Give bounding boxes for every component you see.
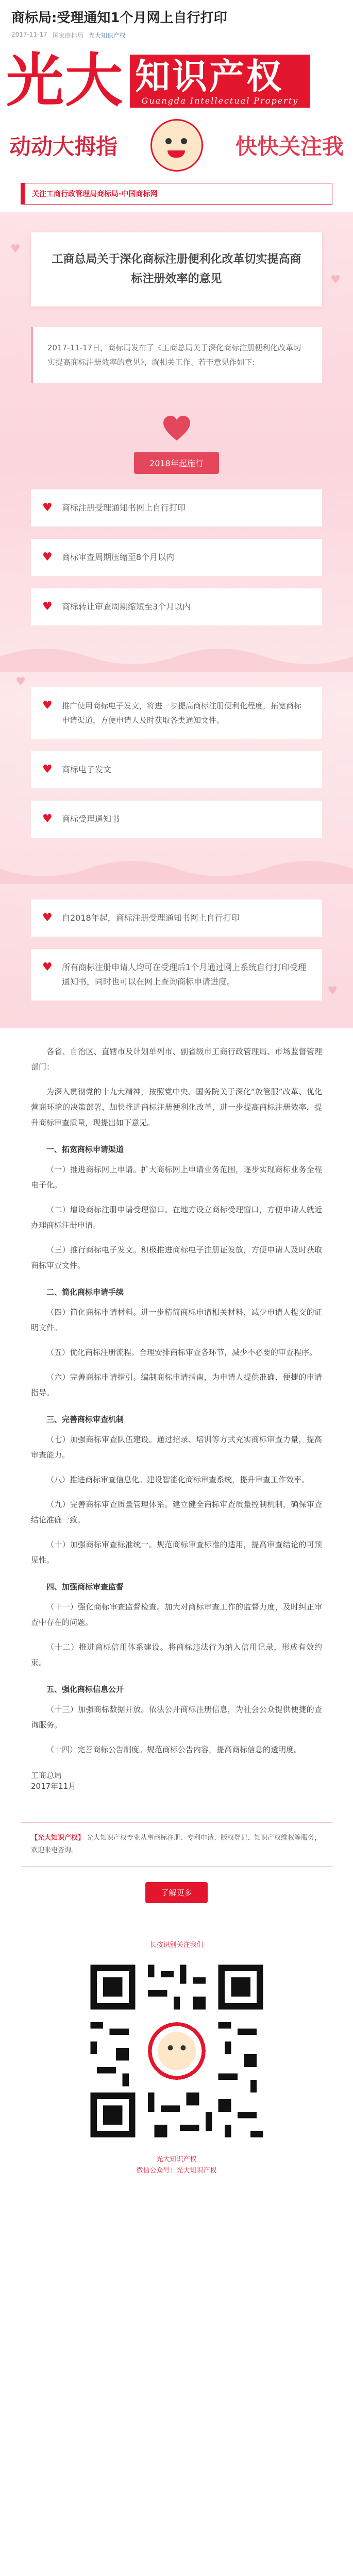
heart-bullet-icon: ♥ bbox=[42, 812, 53, 825]
tip-bar: 关注工商行政管理局商标局·中国商标网 bbox=[21, 183, 332, 205]
article-title: 商标局:受理通知1个月网上自行打印 bbox=[11, 10, 227, 26]
highlight-box: ♥ 推广使用商标电子发文，将进一步提高商标注册便利化程度，拓宽商标申请渠道，方便申请人及时获取各类通知文件。 bbox=[31, 687, 322, 739]
qr-section bbox=[0, 1919, 353, 2192]
wave-divider bbox=[0, 853, 353, 884]
brand-banner bbox=[6, 45, 347, 179]
card-title: 工商总局关于深化商标注册便利化改革切实提高商标注册效率的意见 bbox=[52, 253, 301, 285]
heart-bullet-icon: ♥ bbox=[42, 961, 53, 974]
article-author-link[interactable]: 光大知识产权 bbox=[88, 32, 126, 39]
brand-main-text: 光大 bbox=[6, 47, 124, 114]
section2-list bbox=[31, 751, 322, 838]
body-paragraph: （三）推行商标电子发文。积极推进商标电子注册证发放，方便申请人及时获取商标审查文件。 bbox=[31, 1245, 322, 1270]
notice-tag: 【光大知识产权】 bbox=[31, 1834, 85, 1842]
list-item: ♥ 商标受理通知书 bbox=[31, 801, 322, 838]
body-paragraph: （六）完善商标申请指引。编制商标申请指南，为申请人提供准确、便捷的申请指导。 bbox=[31, 1372, 322, 1397]
list-item: ♥ 商标审查周期压缩至8个月以内 bbox=[31, 539, 322, 576]
body-paragraph: 为深入贯彻党的十九大精神，按照党中央、国务院关于深化“放管服”改革、优化营商环境的决策部署，加快推进商标注册便利化改革，进一步提高商标注册效率，提升商标审查质量，现提出如下意见。 bbox=[31, 1087, 322, 1127]
body-paragraph: （八）推进商标审查信息化。建设智能化商标审查系统，提升审查工作效率。 bbox=[46, 1475, 310, 1484]
body-paragraph: （十四）完善商标公告制度。规范商标公告内容，提高商标信息的透明度。 bbox=[46, 1745, 302, 1754]
heart-icon: ♥ bbox=[330, 274, 341, 286]
body-paragraph: （九）完善商标审查质量管理体系。建立健全商标审查质量控制机制，确保审查结论准确一致。 bbox=[31, 1500, 322, 1524]
article-date: 2017-11-17 bbox=[11, 31, 47, 38]
list-item: ♥ 商标注册受理通知书网上自行打印 bbox=[31, 489, 322, 527]
heart-bullet-icon: ♥ bbox=[42, 501, 53, 514]
heart-bullet-icon: ♥ bbox=[42, 699, 53, 712]
intro-quote: 2017-11-17日，商标局发布了《工商总局关于深化商标注册便利化改革切实提高商标注册效率的意见》，就相关工作、若干意见作如下: bbox=[31, 327, 322, 383]
body-heading: 四、加强商标审查监督 bbox=[46, 1582, 124, 1591]
heart-bullet-icon: ♥ bbox=[42, 551, 53, 564]
list-item: ♥ 商标电子发文 bbox=[31, 751, 322, 788]
body-heading: 二、简化商标申请手续 bbox=[46, 1287, 124, 1297]
heart-icon: ♥ bbox=[15, 675, 26, 688]
heart-icon bbox=[161, 414, 192, 445]
brand-box bbox=[130, 55, 310, 108]
section1-list bbox=[31, 489, 322, 625]
heart-bullet-icon: ♥ bbox=[42, 600, 53, 613]
body-paragraph: （十三）加强商标数据开放。依法公开商标注册信息，为社会公众提供便捷的查询服务。 bbox=[31, 1705, 322, 1730]
slogan-right: 快快关注我 bbox=[235, 134, 344, 159]
body-paragraph: （七）加强商标审查队伍建设。通过招录、培训等方式充实商标审查力量，提高审查能力。 bbox=[31, 1435, 322, 1460]
heart-bullet-icon: ♥ bbox=[42, 911, 53, 924]
content-area bbox=[0, 212, 353, 1028]
notice-box bbox=[21, 1822, 332, 1867]
mascot-icon bbox=[150, 119, 203, 172]
body-paragraph: （五）优化商标注册流程。合理安排商标审查各环节，减少不必要的审查程序。 bbox=[46, 1348, 317, 1357]
list-item: ♥ 所有商标注册申请人均可在受理后1个月通过网上系统自行打印受理通知书，同时也可以在网上查询商标申请进度。 bbox=[31, 949, 322, 1001]
slogan-left: 动动大拇指 bbox=[9, 134, 118, 159]
brand-box-text: 知识产权 bbox=[135, 56, 284, 97]
brand-logo-row bbox=[6, 45, 347, 117]
section-label: 2018年起施行 bbox=[134, 452, 219, 474]
slogan-row bbox=[6, 117, 347, 174]
notice-text: 光大知识产权专业从事商标注册、专利申请、版权登记、知识产权维权等服务，欢迎来电咨询。 bbox=[31, 1834, 322, 1854]
qr-caption: 长按识别关注我们 bbox=[149, 1941, 204, 1949]
more-button-wrap bbox=[0, 1882, 353, 1903]
article-meta bbox=[11, 31, 342, 40]
qr-code-icon[interactable] bbox=[84, 1958, 270, 2144]
body-heading: 五、强化商标信息公开 bbox=[46, 1685, 124, 1694]
heart-icon: ♥ bbox=[10, 243, 21, 256]
body-heading: 一、拓宽商标申请渠道 bbox=[46, 1145, 124, 1154]
article-body bbox=[0, 1028, 353, 1812]
signature bbox=[31, 1770, 322, 1791]
body-paragraph: （二）增设商标注册申请受理窗口。在地方设立商标受理窗口，方便申请人就近办理商标注册申请。 bbox=[31, 1205, 322, 1230]
sign-org: 工商总局 bbox=[31, 1771, 62, 1780]
body-paragraph: （十）加强商标审查标准统一。规范商标审查标准的适用，提高审查结论的可预见性。 bbox=[31, 1540, 322, 1565]
body-paragraph: （十一）强化商标审查监督检查。加大对商标审查工作的监督力度，及时纠正审查中存在的问题。 bbox=[31, 1602, 322, 1627]
section3-list bbox=[31, 900, 322, 1001]
title-card bbox=[31, 232, 322, 307]
article-header bbox=[0, 0, 353, 45]
more-button[interactable]: 了解更多 bbox=[145, 1882, 207, 1903]
list-item: ♥ 自2018年起，商标注册受理通知书网上自行打印 bbox=[31, 900, 322, 937]
body-paragraph: （十二）推进商标信用体系建设。将商标违法行为纳入信用记录，形成有效约束。 bbox=[31, 1642, 322, 1667]
wave-divider bbox=[0, 641, 353, 672]
qr-footer: 光大知识产权 微信公众号：光大知识产权 bbox=[136, 2156, 217, 2175]
list-item: ♥ 商标转让审查周期缩短至3个月以内 bbox=[31, 588, 322, 625]
body-paragraph: （四）简化商标申请材料。进一步精简商标申请相关材料，减少申请人提交的证明文件。 bbox=[31, 1308, 322, 1332]
body-heading: 三、完善商标审查机制 bbox=[46, 1415, 124, 1424]
sign-date: 2017年11月 bbox=[31, 1782, 76, 1791]
body-paragraph: 各省、自治区、直辖市及计划单列市、副省级市工商行政管理局、市场监督管理部门： bbox=[31, 1047, 322, 1072]
brand-english-text: Guangda Intellectual Property bbox=[141, 95, 299, 106]
heart-bullet-icon: ♥ bbox=[42, 763, 53, 776]
article-source: 国家商标局 bbox=[52, 32, 83, 39]
heart-icon: ♥ bbox=[327, 985, 338, 997]
section-header bbox=[0, 414, 353, 474]
body-paragraph: （一）推进商标网上申请。扩大商标网上申请业务范围，逐步实现商标业务全程电子化。 bbox=[31, 1165, 322, 1190]
